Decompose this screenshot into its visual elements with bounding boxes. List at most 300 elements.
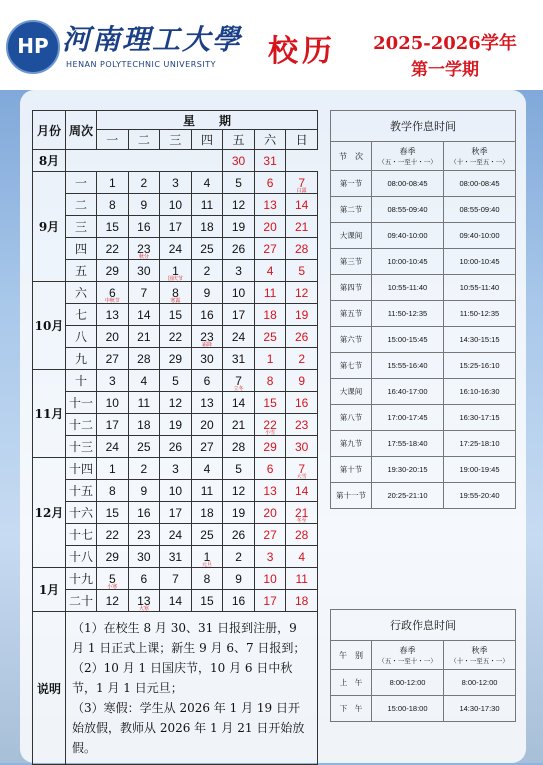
- day-cell: [223, 172, 255, 194]
- day-cell: [97, 568, 129, 590]
- day-number: 13: [105, 307, 119, 322]
- day-number: 19: [231, 219, 246, 234]
- day-number: 29: [105, 263, 119, 278]
- spring-time: 19:30-20:15: [372, 457, 444, 483]
- day-cell: [223, 568, 255, 590]
- schedule-row: [331, 405, 516, 431]
- week-number: 四: [66, 238, 97, 260]
- holiday-tag: 中秋节: [104, 298, 120, 304]
- holiday-tag: 大寒: [138, 606, 149, 612]
- day-cell: [160, 436, 192, 458]
- day-number: 4: [298, 549, 306, 564]
- day-cell: [286, 546, 318, 568]
- day-number: 1: [203, 549, 211, 564]
- day-number: 30: [137, 549, 151, 564]
- day-number: 31: [231, 351, 246, 366]
- day-number: 17: [168, 219, 183, 234]
- day-number: 4: [266, 263, 274, 278]
- day-number: 18: [295, 593, 309, 608]
- admin-schedule-table: [330, 609, 516, 722]
- day-cell: [223, 502, 255, 524]
- day-cell: [223, 348, 255, 370]
- day-cell: [160, 172, 192, 194]
- day-number: 17: [231, 307, 246, 322]
- weekday-header: 四: [191, 130, 223, 150]
- day-cell: [223, 304, 255, 326]
- day-cell: [97, 502, 129, 524]
- day-number: 2: [298, 351, 306, 366]
- day-cell: [286, 370, 318, 392]
- schedule-row: [331, 457, 516, 483]
- schedule-row: [331, 327, 516, 353]
- teaching-schedule-title: 教学作息时间: [331, 111, 516, 142]
- autumn-time: 16:10-16:30: [444, 379, 516, 405]
- schedule-row: [331, 249, 516, 275]
- week-number: 十一: [66, 392, 97, 414]
- day-number: 27: [200, 439, 214, 454]
- day-cell: [97, 172, 129, 194]
- day-number: 28: [231, 439, 246, 454]
- day-cell: [286, 260, 318, 282]
- day-number: 10: [168, 197, 183, 212]
- day-number: 18: [263, 307, 277, 322]
- day-cell: [191, 260, 223, 282]
- week-number: 三: [66, 216, 97, 238]
- day-number: 10: [231, 285, 246, 300]
- schedule-row: [331, 379, 516, 405]
- day-number: 29: [263, 439, 277, 454]
- period-header: 节 次: [331, 142, 372, 171]
- day-cell: [160, 326, 192, 348]
- day-number: 13: [263, 197, 277, 212]
- weekday-header: 三: [160, 130, 192, 150]
- day-number: 20: [200, 417, 214, 432]
- day-cell: [97, 414, 129, 436]
- day-cell: [191, 370, 223, 392]
- day-number: 2: [235, 549, 242, 564]
- day-number: 4: [203, 461, 211, 476]
- period-name: 上 午: [331, 670, 372, 696]
- spring-time: 16:40-17:00: [372, 379, 444, 405]
- day-cell: [254, 524, 286, 546]
- notes-text: [66, 612, 318, 765]
- day-cell: [97, 480, 129, 502]
- day-number: 10: [168, 483, 183, 498]
- day-number: 28: [137, 351, 151, 366]
- day-cell: [191, 568, 223, 590]
- schedule-row: [331, 483, 516, 509]
- day-number: 15: [263, 395, 277, 410]
- weekday-header: 一: [97, 130, 129, 150]
- week-number: 九: [66, 348, 97, 370]
- day-cell: [160, 458, 192, 480]
- page-title: 校历: [268, 34, 336, 69]
- day-cell: [128, 392, 160, 414]
- day-cell: [191, 172, 223, 194]
- day-number: 12: [168, 395, 183, 410]
- day-cell: [254, 568, 286, 590]
- period-header: 午 别: [331, 641, 372, 670]
- day-cell: [97, 590, 129, 612]
- day-number: 3: [235, 263, 242, 278]
- day-number: 13: [200, 395, 214, 410]
- day-number: 14: [137, 307, 151, 322]
- day-cell: [97, 458, 129, 480]
- day-cell: [254, 392, 286, 414]
- day-number: 1: [172, 263, 179, 278]
- spring-time: 11:50-12:35: [372, 301, 444, 327]
- teaching-schedule-table: [330, 110, 516, 509]
- day-number: 11: [295, 571, 308, 586]
- week-number: 八: [66, 326, 97, 348]
- autumn-time: 14:30-15:15: [444, 327, 516, 353]
- day-cell: [191, 238, 223, 260]
- day-number: 4: [203, 175, 211, 190]
- day-number: 5: [298, 263, 306, 278]
- day-number: 29: [105, 549, 119, 564]
- day-cell: [223, 480, 255, 502]
- day-cell: [160, 502, 192, 524]
- day-cell: [286, 502, 318, 524]
- period-name: 第三节: [331, 249, 372, 275]
- day-number: 3: [266, 549, 274, 564]
- holiday-tag: 小雪: [265, 430, 276, 436]
- day-number: 13: [137, 593, 151, 608]
- day-cell: [254, 216, 286, 238]
- autumn-time: 10:55-11:40: [444, 275, 516, 301]
- day-cell: [128, 370, 160, 392]
- day-cell: [97, 194, 129, 216]
- university-logo: HP: [6, 20, 60, 74]
- holiday-tag: 元旦: [201, 562, 212, 568]
- day-cell: [286, 238, 318, 260]
- day-cell: [223, 436, 255, 458]
- day-cell: [191, 326, 223, 348]
- day-cell: [128, 458, 160, 480]
- day-cell: [223, 260, 255, 282]
- period-name: 大课间: [331, 223, 372, 249]
- day-cell: [160, 392, 192, 414]
- period-name: 第八节: [331, 405, 372, 431]
- autumn-time: 15:25-16:10: [444, 353, 516, 379]
- day-cell: [191, 414, 223, 436]
- day-number: 25: [200, 527, 214, 542]
- day-number: 27: [105, 351, 119, 366]
- weekday-header: 五: [223, 130, 255, 150]
- day-cell: [160, 238, 192, 260]
- week-number: 十: [66, 370, 97, 392]
- day-number: 23: [200, 329, 214, 344]
- day-number: 7: [298, 175, 306, 190]
- week-number: 五: [66, 260, 97, 282]
- day-cell: [254, 260, 286, 282]
- day-number: 27: [263, 527, 277, 542]
- spring-time: 17:00-17:45: [372, 405, 444, 431]
- day-cell: [254, 502, 286, 524]
- day-number: 23: [137, 241, 151, 256]
- day-cell: [97, 524, 129, 546]
- day-number: 14: [295, 197, 309, 212]
- day-number: 1: [108, 461, 116, 476]
- day-cell: [128, 282, 160, 304]
- day-cell: [286, 348, 318, 370]
- week-header: 周次: [66, 111, 97, 150]
- day-cell: [223, 546, 255, 568]
- day-number: 12: [295, 285, 309, 300]
- day-cell: [160, 568, 192, 590]
- week-number: 十九: [66, 568, 97, 590]
- day-number: 20: [263, 505, 277, 520]
- spring-time: 15:55-16:40: [372, 353, 444, 379]
- day-cell: [286, 436, 318, 458]
- day-number: 14: [231, 395, 246, 410]
- autumn-time: 19:00-19:45: [444, 457, 516, 483]
- day-number: 11: [263, 285, 277, 300]
- day-number: 9: [203, 285, 211, 300]
- academic-year: 2025-2026学年: [373, 33, 517, 54]
- day-number: 17: [168, 505, 183, 520]
- day-cell: [286, 282, 318, 304]
- day-number: 1: [266, 351, 274, 366]
- day-cell: [286, 414, 318, 436]
- autumn-time: 10:00-10:45: [444, 249, 516, 275]
- day-number: 20: [105, 329, 119, 344]
- day-number: 12: [231, 197, 246, 212]
- day-number: 3: [108, 373, 116, 388]
- spring-time: 20:25-21:10: [372, 483, 444, 509]
- week-number: 一: [66, 172, 97, 194]
- autumn-header: 秋季 （十・一至五・一）: [444, 142, 516, 171]
- schedule-row: [331, 223, 516, 249]
- day-cell: [254, 282, 286, 304]
- spring-time: 10:00-10:45: [372, 249, 444, 275]
- autumn-time: 09:40-10:00: [444, 223, 516, 249]
- day-cell: [191, 502, 223, 524]
- day-number: 7: [172, 571, 179, 586]
- day-number: 22: [168, 329, 183, 344]
- day-cell: [160, 260, 192, 282]
- day-number: 23: [137, 527, 151, 542]
- day-cell: [97, 436, 129, 458]
- day-number: 27: [263, 241, 277, 256]
- day-number: 21: [295, 219, 309, 234]
- day-cell: [191, 392, 223, 414]
- schedule-row: [331, 353, 516, 379]
- day-number: 24: [105, 439, 119, 454]
- holiday-tag: 秋分: [138, 254, 149, 260]
- day-cell: [97, 392, 129, 414]
- period-name: 第十节: [331, 457, 372, 483]
- day-number: 11: [200, 197, 214, 212]
- day-cell: [254, 326, 286, 348]
- day-number: 15: [105, 505, 119, 520]
- day-number: 5: [235, 175, 242, 190]
- day-cell: [254, 436, 286, 458]
- day-number: 4: [140, 373, 148, 388]
- day-number: 22: [105, 527, 119, 542]
- day-cell: [97, 326, 129, 348]
- day-cell: [128, 480, 160, 502]
- day-number: 26: [295, 329, 309, 344]
- day-cell: [97, 546, 129, 568]
- day-number: 3: [172, 461, 179, 476]
- day-cell: [160, 546, 192, 568]
- day-cell: [160, 194, 192, 216]
- day-number: 9: [235, 571, 242, 586]
- day-number: 6: [266, 461, 274, 476]
- day-cell: [97, 238, 129, 260]
- day-number: 15: [200, 593, 214, 608]
- university-name-en: HENAN POLYTECHNIC UNIVERSITY: [66, 60, 216, 69]
- day-cell: [97, 260, 129, 282]
- day-number: 19: [168, 417, 183, 432]
- day-number: 17: [105, 417, 119, 432]
- day-number: 24: [168, 527, 183, 542]
- day-number: 25: [200, 241, 214, 256]
- schedule-row: [331, 301, 516, 327]
- day-cell: [223, 238, 255, 260]
- day-number: 15: [105, 219, 119, 234]
- note-line: （3）寒假：学生从 2026 年 1 月 19 日开始放假，教师从 2026 年 1 月 21 日开始放假。: [72, 701, 305, 755]
- day-number: 25: [137, 439, 151, 454]
- day-number: 8: [266, 373, 274, 388]
- spring-time: 08:00-08:45: [372, 171, 444, 197]
- spring-time: 15:00-15:45: [372, 327, 444, 353]
- day-cell: [286, 480, 318, 502]
- schedule-row: [331, 670, 516, 696]
- month-label: 12月: [33, 458, 66, 568]
- day-cell: [254, 590, 286, 612]
- day-cell: [254, 238, 286, 260]
- day-cell: [223, 326, 255, 348]
- day-cell: [254, 172, 286, 194]
- day-number: 16: [137, 505, 151, 520]
- period-name: 第六节: [331, 327, 372, 353]
- day-number: 8: [203, 571, 211, 586]
- day-number: 22: [263, 417, 277, 432]
- day-number: 7: [298, 461, 306, 476]
- day-cell: [286, 304, 318, 326]
- day-number: 16: [231, 593, 246, 608]
- day-cell: [223, 590, 255, 612]
- day-cell: [128, 502, 160, 524]
- week-number: 十三: [66, 436, 97, 458]
- day-cell: [97, 304, 129, 326]
- day-cell: [97, 348, 129, 370]
- day-number: 8: [108, 483, 116, 498]
- week-number: 六: [66, 282, 97, 304]
- day-number: 5: [108, 571, 116, 586]
- day-number: 2: [203, 263, 211, 278]
- day-cell: [286, 216, 318, 238]
- day-number: 2: [140, 175, 148, 190]
- weekday-header: 二: [128, 130, 160, 150]
- day-number: 26: [168, 439, 183, 454]
- day-number: 9: [298, 373, 306, 388]
- header: [0, 0, 543, 90]
- day-number: 29: [168, 351, 183, 366]
- period-name: 第一节: [331, 171, 372, 197]
- day-cell: [223, 216, 255, 238]
- day-cell: [191, 458, 223, 480]
- day-cell: [97, 282, 129, 304]
- schedule-row: [331, 275, 516, 301]
- day-cell: [191, 590, 223, 612]
- spring-time: 09:40-10:00: [372, 223, 444, 249]
- day-cell: [286, 392, 318, 414]
- month-label: 9月: [33, 172, 66, 282]
- day-number: 9: [140, 197, 148, 212]
- day-cell: [223, 370, 255, 392]
- day-cell: [128, 304, 160, 326]
- day-number: 5: [172, 373, 179, 388]
- week-number: 十二: [66, 414, 97, 436]
- schedule-row: [331, 696, 516, 722]
- day-cell: [191, 194, 223, 216]
- day-cell: [223, 524, 255, 546]
- spring-header: 春季 （五・一至十・一）: [372, 641, 444, 670]
- day-number: 24: [168, 241, 183, 256]
- week-number: 二十: [66, 590, 97, 612]
- weekday-header: 六: [254, 130, 286, 150]
- month-label: 11月: [33, 370, 66, 458]
- day-number: 14: [168, 593, 183, 608]
- day-number: 2: [140, 461, 148, 476]
- autumn-time: 16:30-17:15: [444, 405, 516, 431]
- spring-time: 17:55-18:40: [372, 431, 444, 457]
- day-number: 22: [105, 241, 119, 256]
- day-number: 21: [295, 505, 309, 520]
- day-cell: [254, 370, 286, 392]
- day-number: 21: [137, 329, 151, 344]
- school-calendar-table: [32, 110, 318, 765]
- day-number: 7: [235, 373, 242, 388]
- day-number: 18: [200, 505, 214, 520]
- day-cell: [97, 216, 129, 238]
- day-cell: [191, 524, 223, 546]
- schedule-row: [331, 431, 516, 457]
- day-number: 19: [231, 505, 246, 520]
- day-number: 18: [137, 417, 151, 432]
- day-number: 28: [295, 241, 309, 256]
- day-cell: [191, 282, 223, 304]
- day-number: 30: [200, 351, 214, 366]
- day-cell: [286, 568, 318, 590]
- day-number: 12: [231, 483, 246, 498]
- day-number: 24: [231, 329, 246, 344]
- day-cell: [128, 326, 160, 348]
- week-number: 十七: [66, 524, 97, 546]
- day-number: 8: [108, 197, 116, 212]
- week-number: 二: [66, 194, 97, 216]
- day-number: 11: [200, 483, 214, 498]
- holiday-tag: 霜降: [201, 342, 212, 348]
- day-cell: [191, 546, 223, 568]
- week-number: 十六: [66, 502, 97, 524]
- holiday-tag: 寒露: [170, 298, 181, 304]
- day-cell: [160, 480, 192, 502]
- spring-time: 10:55-11:40: [372, 275, 444, 301]
- empty-cell: [66, 150, 223, 172]
- day-cell: [128, 172, 160, 194]
- day-number: 6: [140, 571, 148, 586]
- day-number: 6: [266, 175, 274, 190]
- period-name: 第五节: [331, 301, 372, 327]
- autumn-time: 19:55-20:40: [444, 483, 516, 509]
- day-number: 16: [295, 395, 309, 410]
- spring-header: 春季 （五・一至十・一）: [372, 142, 444, 171]
- weekday-header: 日: [286, 130, 318, 150]
